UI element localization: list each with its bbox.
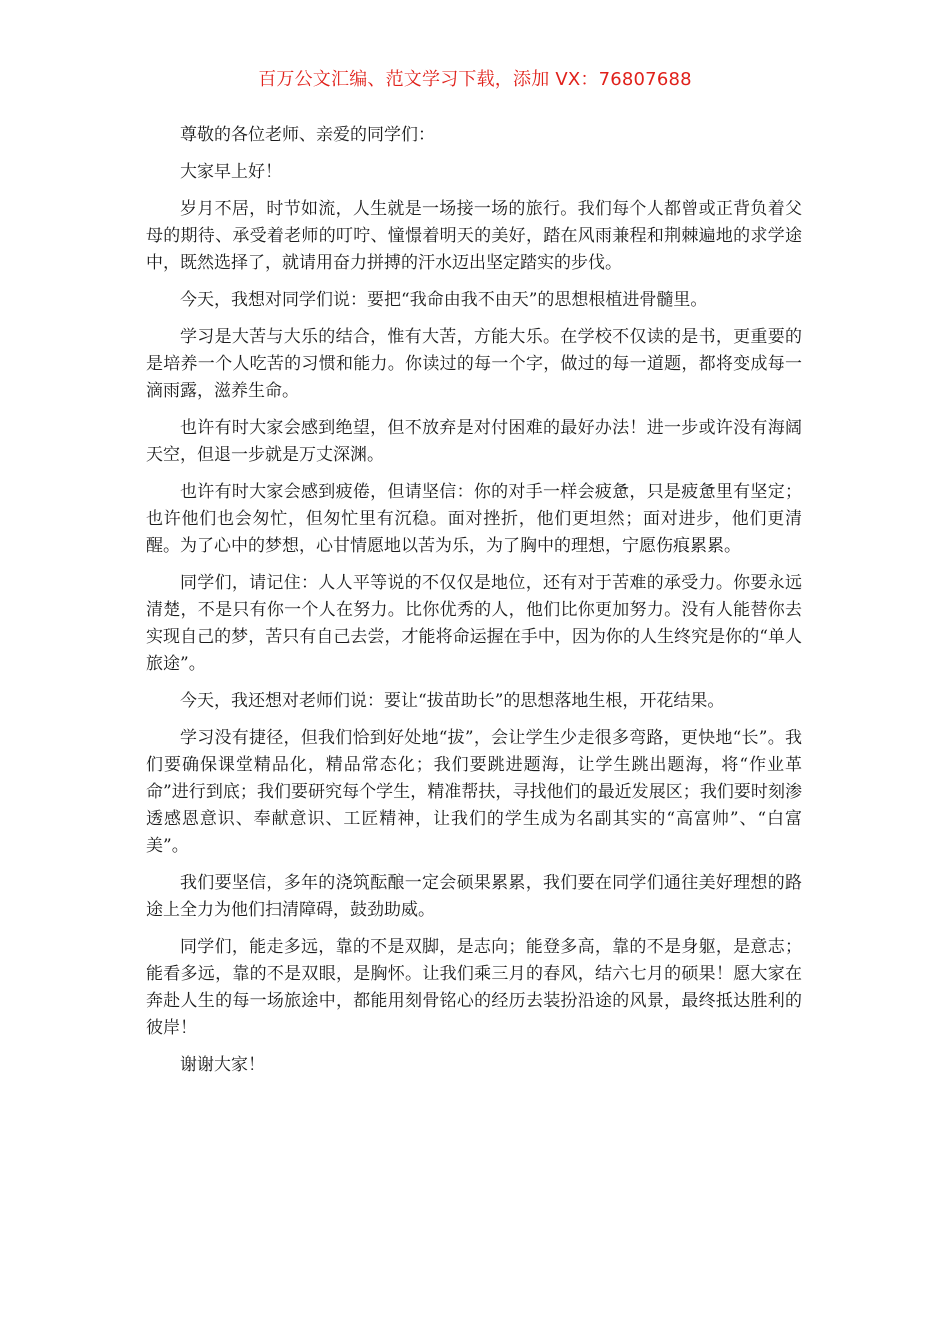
paragraph: 学习是大苦与大乐的结合，惟有大苦，方能大乐。在学校不仅读的是书，更重要的是培养一个人吃苦的习惯和能力。你读过的每一个字，做过的每一道题，都将变成每一滴雨露，滋养生命。	[146, 327, 802, 401]
paragraph: 我们要坚信，多年的浇筑酝酿一定会硕果累累，我们要在同学们通往美好理想的路途上全力为他们扫清障碍，鼓劲助威。	[146, 873, 802, 920]
salutation: 尊敬的各位老师、亲爱的同学们：	[180, 125, 435, 145]
closing: 谢谢大家！	[180, 1055, 265, 1075]
paragraph: 同学们，能走多远，靠的不是双脚，是志向；能登多高，靠的不是身躯，是意志；能看多远，靠的不是双眼，是胸怀。让我们乘三月的春风，结六七月的硕果！愿大家在奔赴人生的每一场旅途中，都能用刻骨铭心的经历去装扮沿途的风景，最终抵达胜利的彼岸！	[146, 937, 802, 1038]
paragraph: 今天，我还想对老师们说：要让“拔苗助长”的思想落地生根，开花结果。	[180, 691, 725, 711]
paragraph: 也许有时大家会感到绝望，但不放弃是对付困难的最好办法！进一步或许没有海阔天空，但退一步就是万丈深渊。	[146, 418, 802, 465]
paragraph: 学习没有捷径，但我们恰到好处地“拔”，会让学生少走很多弯路，更快地“长”。我们要确保课堂精品化，精品常态化；我们要跳进题海，让学生跳出题海，将“作业革命”进行到底；我们要研究每个学生，精准帮扶，寻找他们的最近发展区；我们要时刻渗透感恩意识、奉献意识、工匠精神，让我们的学生成为名副其实的“高富帅”、“白富美”。	[146, 728, 802, 856]
speech-body	[146, 122, 802, 1089]
page-header-banner: 百万公文汇编、范文学习下载，添加 VX：76807688	[258, 69, 692, 90]
paragraph: 同学们，请记住：人人平等说的不仅仅是地位，还有对于苦难的承受力。你要永远清楚，不是只有你一个人在努力。比你优秀的人，他们比你更加努力。没有人能替你去实现自己的梦，苦只有自己去尝，才能将命运握在手中，因为你的人生终究是你的“单人旅途”。	[146, 573, 802, 674]
paragraph: 也许有时大家会感到疲倦，但请坚信：你的对手一样会疲惫，只是疲惫里有坚定；也许他们也会匆忙，但匆忙里有沉稳。面对挫折，他们更坦然；面对进步，他们更清醒。为了心中的梦想，心甘情愿地以苦为乐，为了胸中的理想，宁愿伤痕累累。	[146, 482, 802, 556]
paragraph: 岁月不居，时节如流，人生就是一场接一场的旅行。我们每个人都曾或正背负着父母的期待、承受着老师的叮咛、憧憬着明天的美好，踏在风雨兼程和荆棘遍地的求学途中，既然选择了，就请用奋力拼搏的汗水迈出坚定踏实的步伐。	[146, 199, 802, 273]
paragraph: 今天，我想对同学们说：要把“我命由我不由天”的思想根植进骨髓里。	[180, 290, 708, 310]
greeting: 大家早上好！	[180, 162, 282, 182]
